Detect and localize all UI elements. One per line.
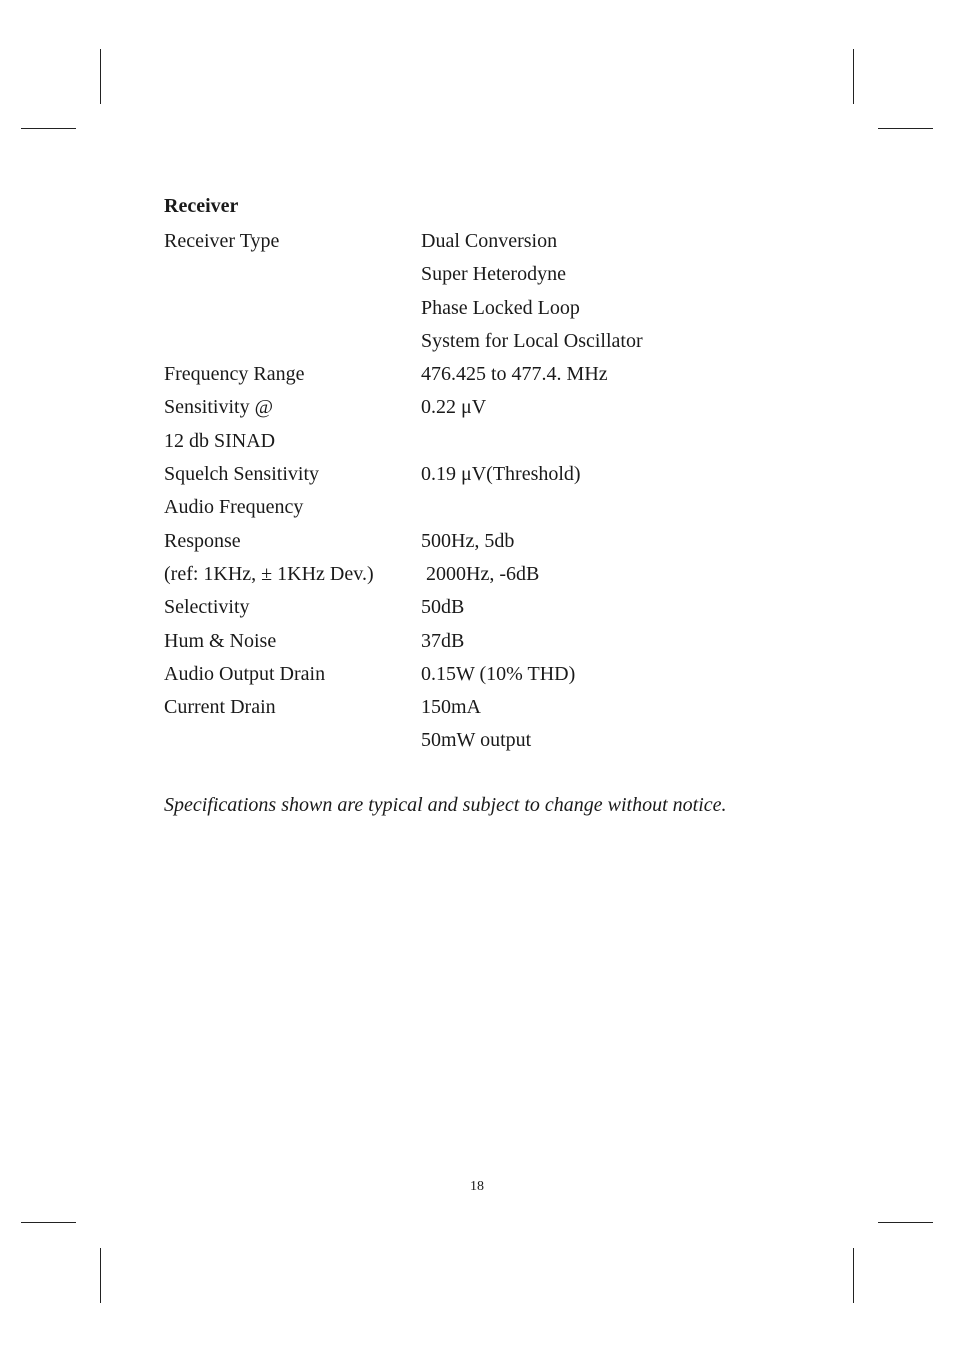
- spec-row: [164, 724, 804, 757]
- spec-label: [164, 724, 421, 757]
- spec-value: Phase Locked Loop: [421, 296, 580, 319]
- spec-value: [421, 425, 804, 458]
- page-number: 18: [470, 1179, 484, 1194]
- crop-mark-bottom-right-vertical: [853, 1248, 854, 1303]
- spec-label: 12 db SINAD: [164, 429, 276, 452]
- spec-value: 150mA: [421, 696, 481, 719]
- spec-row: [164, 558, 804, 591]
- spec-label: Sensitivity @: [164, 396, 273, 419]
- spec-label: Squelch Sensitivity: [164, 463, 319, 486]
- spec-value: System for Local Oscillator: [421, 329, 643, 352]
- spec-row: [164, 325, 804, 358]
- crop-mark-bottom-right-horizontal: [878, 1222, 933, 1223]
- spec-value: 0.15W (10% THD): [421, 662, 576, 685]
- spec-label: [164, 325, 421, 358]
- spec-row: [164, 525, 804, 558]
- spec-row: [164, 358, 804, 391]
- spec-label: Hum & Noise: [164, 629, 277, 652]
- spec-row: [164, 425, 804, 458]
- spec-label: Audio Frequency: [164, 496, 304, 519]
- spec-label: Audio Output Drain: [164, 662, 326, 685]
- crop-mark-top-left-vertical: [100, 49, 101, 104]
- spec-value: Super Heterodyne: [421, 263, 566, 286]
- spec-label: Receiver Type: [164, 230, 280, 252]
- spec-row: [164, 292, 804, 325]
- crop-mark-bottom-left-horizontal: [21, 1222, 76, 1223]
- spec-value: 50dB: [421, 596, 465, 619]
- section-title: Receiver: [164, 195, 239, 217]
- spec-value: 50mW output: [421, 729, 532, 752]
- spec-value: [421, 491, 804, 524]
- spec-value: 37dB: [421, 629, 465, 652]
- spec-row: [164, 258, 804, 291]
- spec-label: Response: [164, 529, 241, 552]
- spec-row: [164, 225, 804, 258]
- receiver-spec-section: [164, 192, 804, 758]
- spec-row: [164, 625, 804, 658]
- spec-label: Selectivity: [164, 596, 250, 619]
- spec-value: Dual Conversion: [421, 230, 558, 252]
- spec-label: [164, 292, 421, 325]
- spec-value: 500Hz, 5db: [421, 529, 515, 552]
- spec-label: Current Drain: [164, 696, 276, 719]
- crop-mark-top-right-horizontal: [878, 128, 933, 129]
- spec-value: 0.19 μV(Threshold): [421, 463, 581, 486]
- spec-row: [164, 458, 804, 491]
- spec-table: [164, 225, 804, 758]
- spec-row: [164, 391, 804, 424]
- spec-row: [164, 691, 804, 724]
- crop-mark-top-left-horizontal: [21, 128, 76, 129]
- crop-mark-bottom-left-vertical: [100, 1248, 101, 1303]
- spec-label: Frequency Range: [164, 363, 305, 386]
- spec-row: [164, 658, 804, 691]
- spec-value: 0.22 μV: [421, 396, 487, 419]
- spec-label: (ref: 1KHz, ± 1KHz Dev.): [164, 562, 374, 585]
- specifications-footnote: Specifications shown are typical and subject to change without notice.: [164, 794, 727, 816]
- spec-value: 476.425 to 477.4. MHz: [421, 363, 608, 386]
- spec-label: [164, 258, 421, 291]
- spec-value: 2000Hz, -6dB: [421, 562, 540, 585]
- crop-mark-top-right-vertical: [853, 49, 854, 104]
- spec-row: [164, 591, 804, 624]
- spec-row: [164, 491, 804, 524]
